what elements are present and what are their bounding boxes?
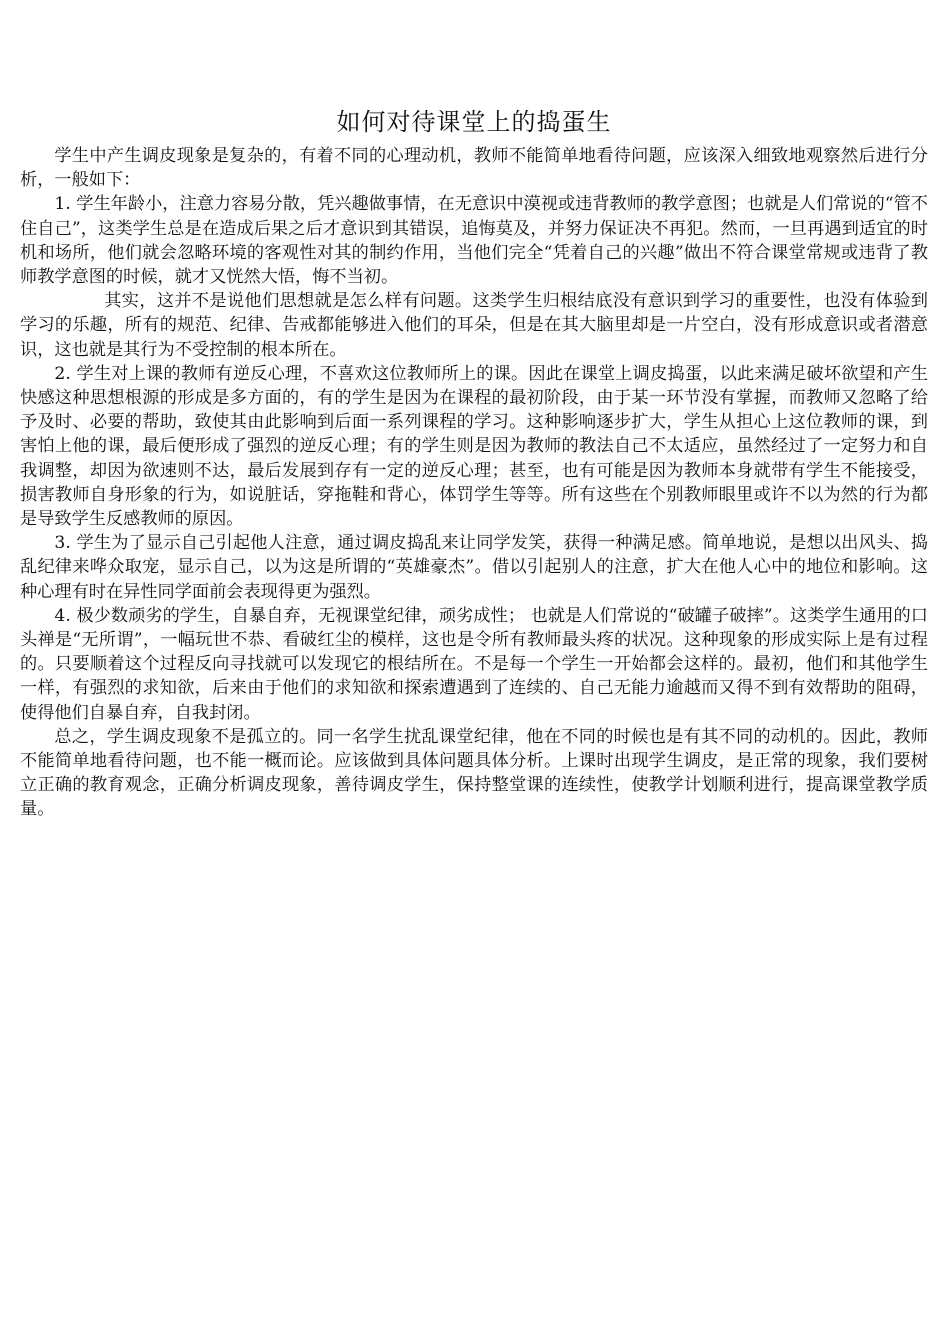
intro-paragraph: 学生中产生调皮现象是复杂的，有着不同的心理动机，教师不能简单地看待问题，应该深入细致地观察然后进行分析，一般如下： <box>20 146 928 191</box>
document-title: 如何对待课堂上的捣蛋生 <box>336 108 612 136</box>
conclusion-paragraph: 总之，学生调皮现象不是孤立的。同一名学生扰乱课堂纪律，他在不同的时候也是有其不同的动机的。因此，教师不能简单地看待问题，也不能一概而论。应该做到具体问题具体分析。上课时出现学生调皮，是正常的现象，我们要树立正确的教育观念，正确分析调皮现象，善待调皮学生，保持整堂课的连续性，使教学计划顺利进行，提高课堂教学质量。 <box>20 726 928 820</box>
point-1-followup-paragraph: 其实，这并不是说他们思想就是怎么样有问题。这类学生归根结底没有意识到学习的重要性，也没有体验到学习的乐趣，所有的规范、纪律、告戒都能够进入他们的耳朵，但是在其大脑里却是一片空白，没有形成意识或者潜意识，这也就是其行为不受控制的根本所在。 <box>20 291 928 360</box>
point-1-paragraph: 1. 学生年龄小，注意力容易分散，凭兴趣做事情，在无意识中漠视或违背教师的教学意图；也就是人们常说的“管不住自己”，这类学生总是在造成后果之后才意识到其错误，追悔莫及，并努力保证决不再犯。然而，一旦再遇到适宜的时机和场所，他们就会忽略环境的客观性对其的制约作用，当他们完全“凭着自己的兴趣”做出不符合课堂常规或违背了教师教学意图的时候，就才又恍然大悟，悔不当初。 <box>20 194 928 288</box>
point-4-paragraph: 4. 极少数顽劣的学生，自暴自弃，无视课堂纪律，顽劣成性； 也就是人们常说的“破罐子破摔”。这类学生通用的口头禅是“无所谓”，一幅玩世不恭、看破红尘的模样，这也是令所有教师最头疼的状况。这种现象的形成实际上是有过程的。只要顺着这个过程反向寻找就可以发现它的根结所在。不是每一个学生一开始都会这样的。最初，他们和其他学生一样，有强烈的求知欲，后来由于他们的求知欲和探索遭遇到了连续的、自己无能力逾越而又得不到有效帮助的阻碍，使得他们自暴自弃，自我封闭。 <box>20 605 928 723</box>
point-2-paragraph: 2. 学生对上课的教师有逆反心理，不喜欢这位教师所上的课。因此在课堂上调皮捣蛋，以此来满足破坏欲望和产生快感这种思想根源的形成是多方面的，有的学生是因为在课程的最初阶段，由于某一环节没有掌握，而教师又忽略了给予及时、必要的帮助，致使其由此影响到后面一系列课程的学习。这种影响逐步扩大，学生从担心上这位教师的课，到害怕上他的课，最后便形成了强烈的逆反心理；有的学生则是因为教师的教法自己不太适应，虽然经过了一定努力和自我调整，却因为欲速则不达，最后发展到存有一定的逆反心理；甚至，也有可能是因为教师本身就带有学生不能接受，损害教师自身形象的行为，如说脏话，穿拖鞋和背心，体罚学生等等。所有这些在个别教师眼里或许不以为然的行为都是导致学生反感教师的原因。 <box>20 363 928 530</box>
document-page <box>20 104 928 822</box>
point-3-paragraph: 3. 学生为了显示自己引起他人注意，通过调皮捣乱来让同学发笑，获得一种满足感。简单地说，是想以出风头、捣乱纪律来哗众取宠，显示自己，以为这是所谓的“英雄豪杰”。借以引起别人的注意，扩大在他人心中的地位和影响。这种心理有时在异性同学面前会表现得更为强烈。 <box>20 533 928 602</box>
